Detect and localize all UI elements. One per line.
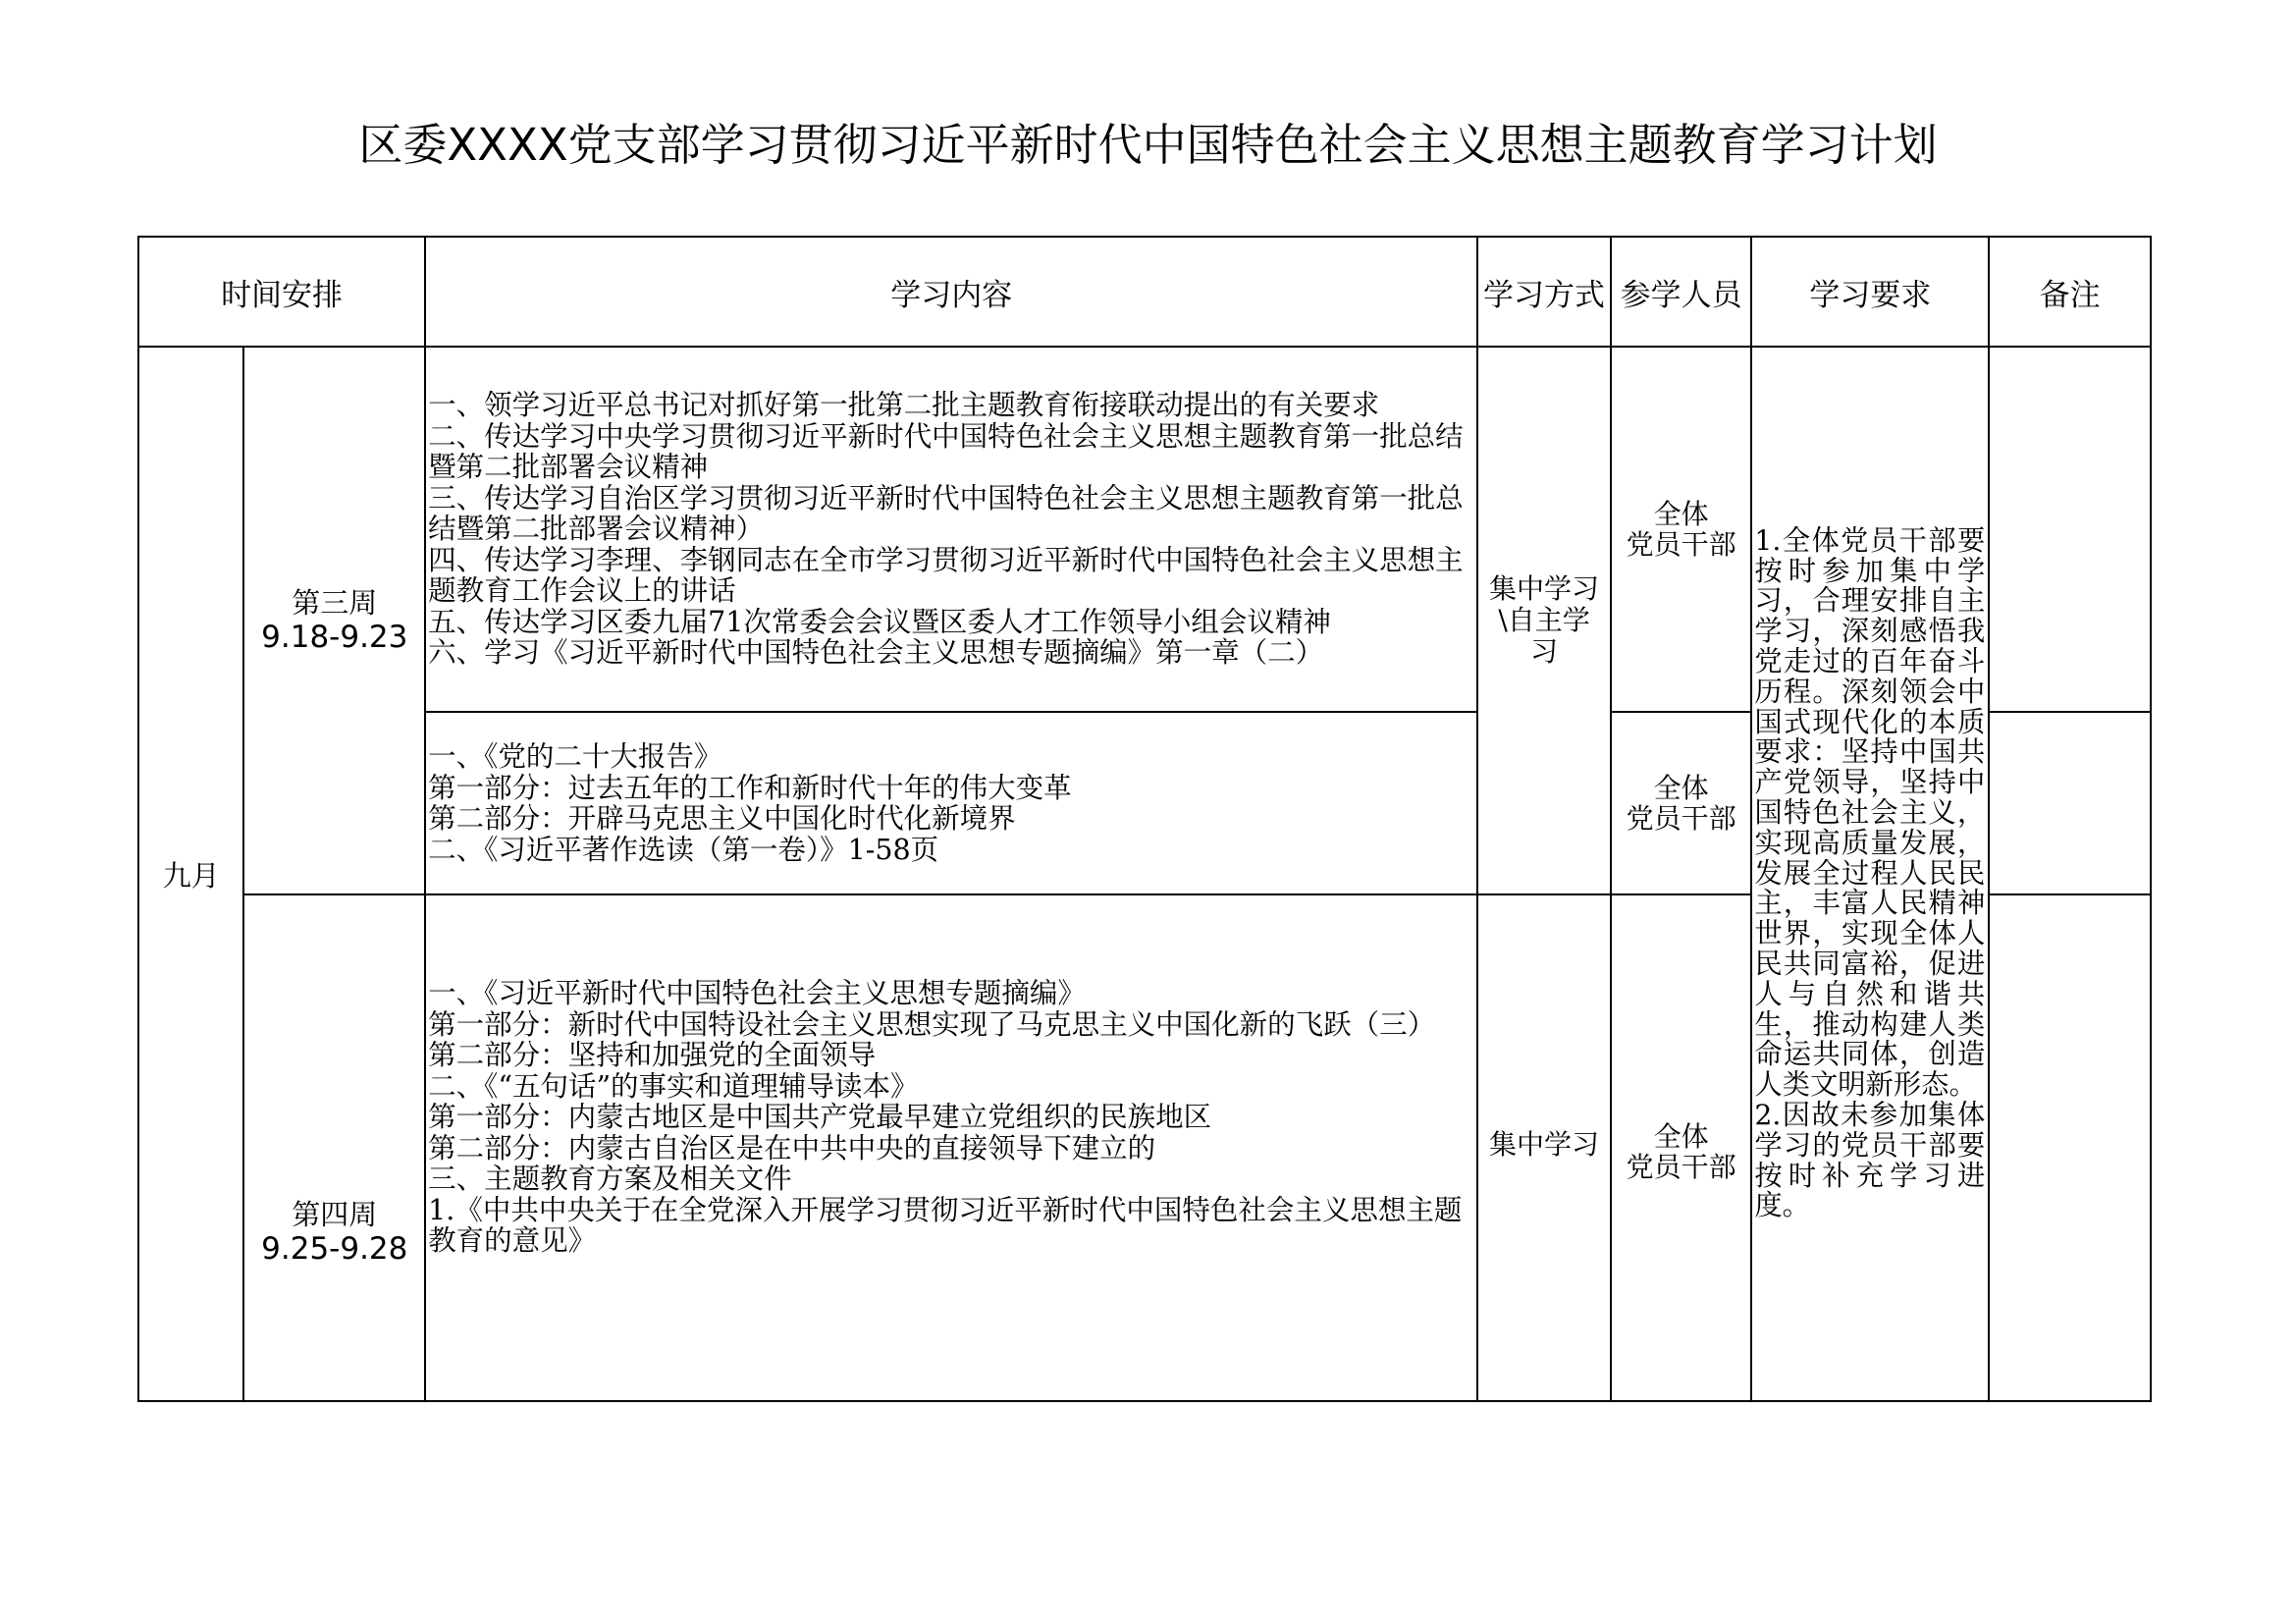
document-title: 区委XXXX党支部学习贯彻习近平新时代中国特色社会主义思想主题教育学习计划 — [358, 119, 1938, 171]
participants-line: 全体 — [1653, 1120, 1709, 1153]
content-line: 一、《习近平新时代中国特色社会主义思想专题摘编》 — [428, 977, 1086, 1009]
content-line: 第二部分：开辟马克思主义中国化时代化新境界 — [428, 802, 1016, 835]
content-cell — [425, 712, 1477, 894]
content-line: 第一部分：过去五年的工作和新时代十年的伟大变革 — [428, 771, 1072, 804]
content-line: 第一部分：内蒙古地区是中国共产党最早建立党组织的民族地区 — [428, 1101, 1212, 1133]
notes-cell — [1989, 894, 2151, 1401]
content-cell — [425, 347, 1477, 712]
method-cell — [1477, 347, 1611, 894]
content-line: 一、领学习近平总书记对抓好第一批第二批主题教育衔接联动提出的有关要求 — [428, 389, 1380, 422]
participants-cell — [1611, 347, 1752, 712]
participants-cell — [1611, 712, 1752, 894]
header-row — [138, 237, 2151, 347]
header-participants: 参学人员 — [1611, 237, 1752, 347]
participants-line: 党员干部 — [1626, 528, 1736, 561]
notes-cell — [1989, 347, 2151, 712]
participants-line: 全体 — [1653, 772, 1709, 804]
week-cell — [243, 894, 425, 1401]
notes-cell — [1989, 712, 2151, 894]
method-line: 习 — [1530, 635, 1559, 668]
week-label: 第三周 — [292, 586, 378, 620]
participants-line: 党员干部 — [1626, 1151, 1736, 1183]
week-cell — [243, 347, 425, 894]
method-line: 集中学习 — [1489, 572, 1600, 605]
participants-line: 党员干部 — [1626, 802, 1736, 835]
content-line: 第一部分：新时代中国特设社会主义思想实现了马克思主义中国化新的飞跃（三） — [428, 1007, 1436, 1041]
content-line: 五、传达学习区委九届71次常委会会议暨区委人才工作领导小组会议精神 — [428, 605, 1331, 638]
content-line: 第二部分：内蒙古自治区是在中共中央的直接领导下建立的 — [428, 1131, 1156, 1164]
content-line: 四、传达学习李理、李钢同志在全市学习贯彻习近平新时代中国特色社会主义思想主题教育工作会议上的讲话 — [428, 543, 1464, 608]
participants-line: 全体 — [1653, 498, 1709, 530]
content-line: 二、《“五句话”的事实和道理辅导读本》 — [428, 1069, 919, 1103]
content-line: 三、主题教育方案及相关文件 — [428, 1163, 792, 1195]
content-line: 第二部分：坚持和加强党的全面领导 — [428, 1039, 877, 1071]
month-cell: 九月 — [138, 347, 243, 1401]
method-cell: 集中学习 — [1477, 894, 1611, 1401]
study-plan-table — [137, 236, 2152, 1402]
content-line: 六、学习《习近平新时代中国特色社会主义思想专题摘编》第一章（二） — [428, 636, 1324, 670]
week-label: 第四周 — [292, 1198, 378, 1231]
header-notes: 备注 — [1989, 237, 2151, 347]
method-line: \自主学 — [1498, 604, 1590, 636]
header-method: 学习方式 — [1477, 237, 1611, 347]
content-cell — [425, 894, 1477, 1401]
header-requirements: 学习要求 — [1751, 237, 1989, 347]
requirement-item: 1.全体党员干部要按时参加集中学习，合理安排自主学习，深刻感悟我党走过的百年奋斗历程。深刻领会中国式现代化的本质要求：坚持中国共产党领导，坚持中国特色社会主义，实现高质量发展，发展全过程人民民主，丰富人民精神世界，实现全体人民共同富裕，促进人与自然和谐共生，推动构建人类命运共同体，创造人类文明新形态。 — [1754, 523, 1986, 1102]
content-line: 1.《中共中央关于在全党深入开展学习贯彻习近平新时代中国特色社会主义思想主题教育的意见》 — [428, 1193, 1463, 1257]
requirements-cell — [1751, 347, 1989, 1401]
content-line: 三、传达学习自治区学习贯彻习近平新时代中国特色社会主义思想主题教育第一批总结暨第二批部署会议精神） — [428, 481, 1464, 546]
participants-cell — [1611, 894, 1752, 1401]
table-row — [138, 347, 2151, 712]
header-time: 时间安排 — [138, 237, 425, 347]
week-dates: 9.25-9.28 — [261, 1231, 408, 1267]
content-line: 二、《习近平著作选读（第一卷）》1-58页 — [428, 833, 939, 866]
content-line: 二、传达学习中央学习贯彻习近平新时代中国特色社会主义思想主题教育第一批总结暨第二批部署会议精神 — [428, 419, 1464, 484]
requirement-item: 2.因故未参加集体学习的党员干部要按时补充学习进度。 — [1754, 1098, 1986, 1222]
content-line: 一、《党的二十大报告》 — [428, 740, 722, 773]
header-content: 学习内容 — [425, 237, 1477, 347]
week-dates: 9.18-9.23 — [261, 620, 408, 655]
